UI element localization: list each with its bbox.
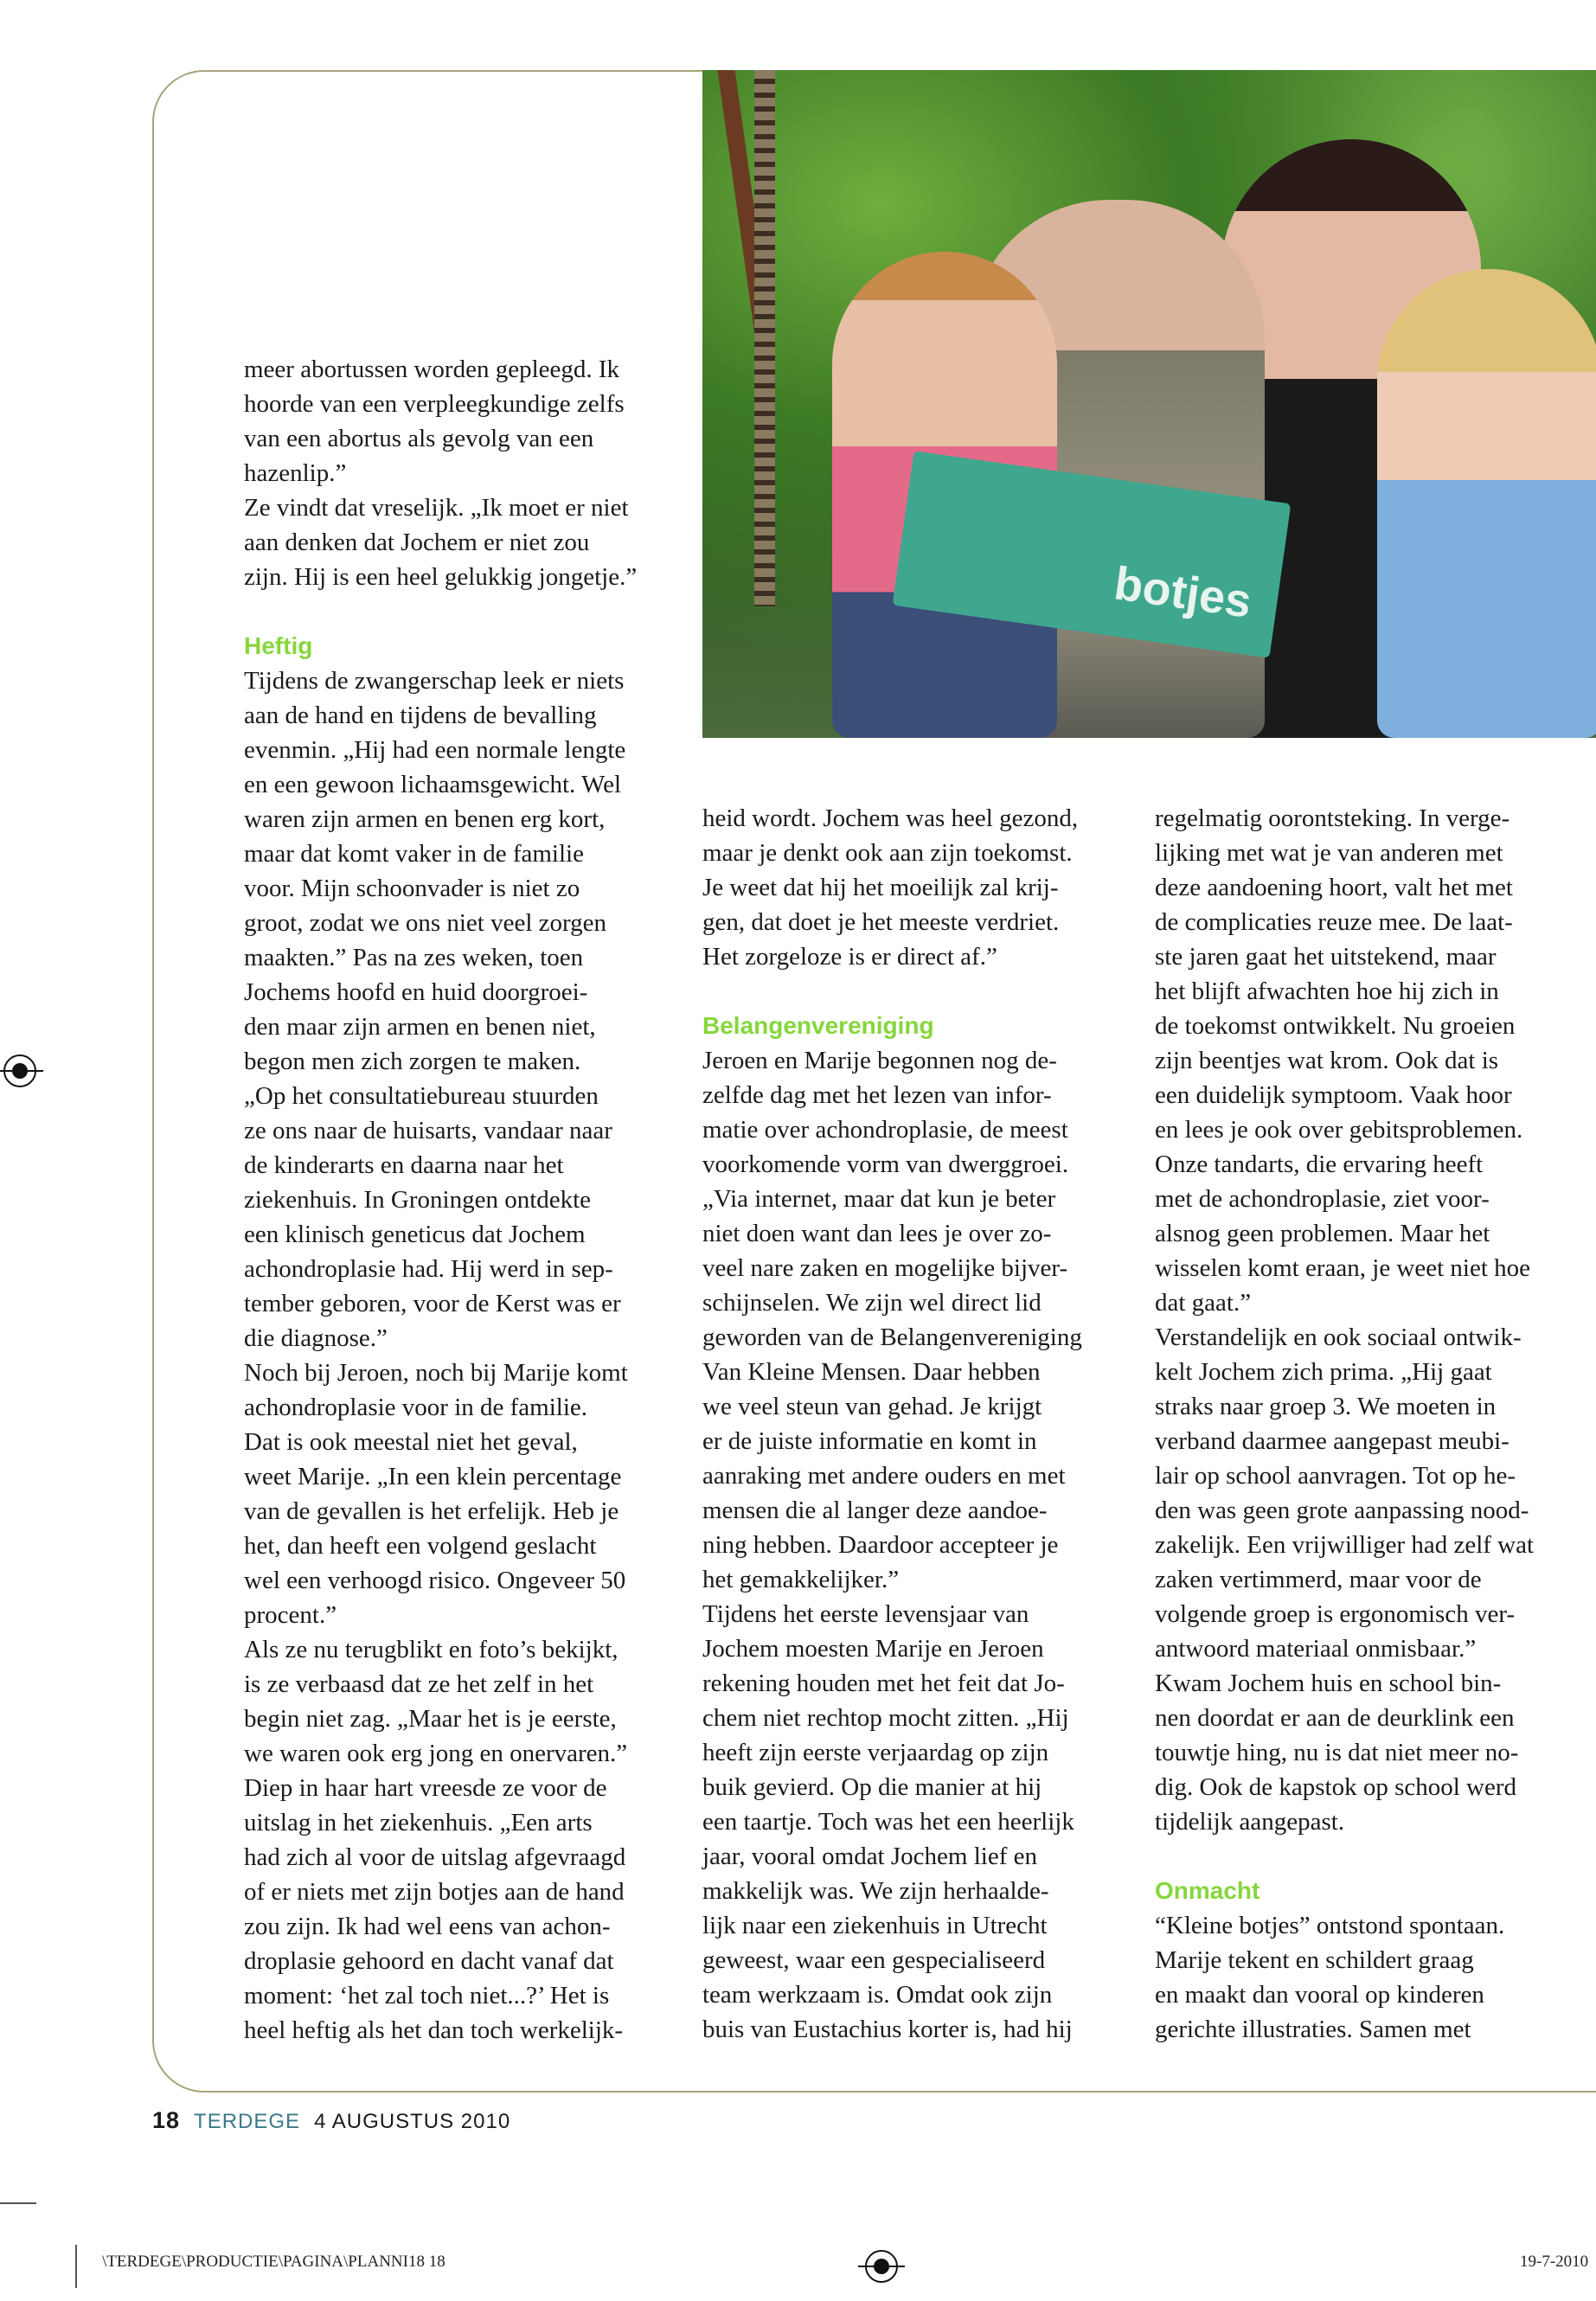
text-line: veel nare zaken en mogelijke bijver- xyxy=(702,1254,1068,1282)
text-line: een taartje. Toch was het een heerlijk xyxy=(702,1808,1074,1836)
text-line: maakten.” Pas na zes weken, toen xyxy=(244,944,584,971)
text-column-2 xyxy=(702,801,1144,2047)
text-line: Ze vindt dat vreselijk. „Ik moet er niet xyxy=(244,494,629,522)
text-line: zijn. Hij is een heel gelukkig jongetje.” xyxy=(244,563,638,591)
text-line: den was geen grote aanpassing nood- xyxy=(1155,1497,1529,1524)
text-line: Tijdens de zwangerschap leek er niets xyxy=(244,667,625,695)
text-line: uitslag in het ziekenhuis. „Een arts xyxy=(244,1809,593,1836)
print-slug-date: 19-7-2010 xyxy=(1520,2253,1589,2271)
text-line: aan de hand en tijdens de bevalling xyxy=(244,702,597,729)
text-line: ste jaren gaat het uitstekend, maar xyxy=(1155,943,1497,971)
text-line: “Kleine botjes” ontstond spontaan. xyxy=(1155,1912,1505,1939)
text-line: maar dat komt vaker in de familie xyxy=(244,840,584,868)
text-line: is ze verbaasd dat ze het zelf in het xyxy=(244,1670,594,1698)
text-line: jaar, vooral omdat Jochem lief en xyxy=(702,1843,1037,1870)
text-line: Jeroen en Marije begonnen nog de- xyxy=(702,1047,1057,1074)
text-line: regelmatig oorontsteking. In verge- xyxy=(1155,804,1510,832)
text-line: dig. Ook de kapstok op school werd xyxy=(1155,1773,1517,1801)
text-line: Noch bij Jeroen, noch bij Marije komt xyxy=(244,1359,628,1387)
text-line: alsnog geen problemen. Maar het xyxy=(1155,1220,1490,1247)
text-line: geworden van de Belangenvereniging xyxy=(702,1324,1082,1351)
page-number: 18 xyxy=(152,2107,181,2133)
text-line: groot, zodat we ons niet veel zorgen xyxy=(244,909,607,937)
text-line: moment: ‘het zal toch niet...?’ Het is xyxy=(244,1982,610,2009)
text-line: Onze tandarts, die ervaring heeft xyxy=(1155,1150,1484,1178)
text-line: achondroplasie voor in de familie. xyxy=(244,1394,588,1421)
text-line: en maakt dan vooral op kinderen xyxy=(1155,1981,1484,2009)
text-line: schijnselen. We zijn wel direct lid xyxy=(702,1289,1042,1317)
text-line: zelfde dag met het lezen van infor- xyxy=(702,1081,1052,1109)
page-footer xyxy=(152,2107,510,2134)
text-line: de toekomst ontwikkelt. Nu groeien xyxy=(1155,1012,1516,1040)
text-line: ning hebben. Daardoor accepteer je xyxy=(702,1531,1059,1559)
text-column-3 xyxy=(1155,801,1596,2047)
text-line: begin niet zag. „Maar het is je eerste, xyxy=(244,1705,617,1733)
text-line: we veel steun van gehad. Je krijgt xyxy=(702,1393,1042,1420)
text-line: Kwam Jochem huis en school bin- xyxy=(1155,1670,1502,1697)
text-line: Als ze nu terugblikt en foto’s bekijkt, xyxy=(244,1636,619,1663)
text-line: buis van Eustachius korter is, had hij xyxy=(702,2016,1073,2043)
text-line xyxy=(702,974,1144,1009)
text-line: Dat is ook meestal niet het geval, xyxy=(244,1428,578,1456)
issue-date: 4 AUGUSTUS 2010 xyxy=(314,2110,511,2133)
text-line: Diep in haar hart vreesde ze voor de xyxy=(244,1774,607,1802)
text-line: den maar zijn armen en benen niet, xyxy=(244,1013,596,1041)
text-line: Jochem moesten Marije en Jeroen xyxy=(702,1635,1044,1663)
book-title: botjes xyxy=(1111,557,1255,628)
text-line: evenmin. „Hij had een normale lengte xyxy=(244,736,626,764)
text-line: touwtje hing, nu is dat niet meer no- xyxy=(1155,1739,1519,1766)
text-line: had zich al voor de uitslag afgevraagd xyxy=(244,1843,626,1871)
text-line: of er niets met zijn botjes aan de hand xyxy=(244,1878,625,1906)
print-slug-path: \TERDEGE\PRODUCTIE\PAGINA\PLANNI18 18 xyxy=(102,2253,445,2271)
text-line: tember geboren, voor de Kerst was er xyxy=(244,1290,621,1317)
text-line: droplasie gehoord en dacht vanaf dat xyxy=(244,1947,614,1975)
section-heading: Onmacht xyxy=(1155,1877,1260,1904)
text-line: de complicaties reuze mee. De laat- xyxy=(1155,908,1513,936)
text-line: rekening houden met het feit dat Jo- xyxy=(702,1670,1065,1697)
crop-mark xyxy=(0,2202,36,2204)
text-line: er de juiste informatie en komt in xyxy=(702,1427,1037,1455)
section-heading: Heftig xyxy=(244,632,313,659)
text-line: heid wordt. Jochem was heel gezond, xyxy=(702,804,1079,832)
text-line: met de achondroplasie, ziet voor- xyxy=(1155,1185,1490,1213)
text-line: voorkomende vorm van dwerggroei. xyxy=(702,1150,1069,1178)
text-line: Marije tekent en schildert graag xyxy=(1155,1946,1474,1974)
text-line: het, dan heeft een volgend geslacht xyxy=(244,1532,597,1560)
text-column-1 xyxy=(244,352,685,2048)
text-line: lair op school aanvragen. Tot op he- xyxy=(1155,1462,1516,1490)
text-line: meer abortussen worden gepleegd. Ik xyxy=(244,356,620,383)
text-line: en lees je ook over gebitsproblemen. xyxy=(1155,1116,1523,1144)
text-line: procent.” xyxy=(244,1601,337,1629)
family-photo xyxy=(702,70,1596,738)
text-line: aan denken dat Jochem er niet zou xyxy=(244,529,590,556)
text-line: makkelijk was. We zijn herhaalde- xyxy=(702,1877,1049,1905)
magazine-name: TERDEGE xyxy=(194,2110,301,2133)
text-line: heeft zijn eerste verjaardag op zijn xyxy=(702,1739,1049,1766)
text-line: van een abortus als gevolg van een xyxy=(244,425,594,452)
text-line: nen doordat er aan de deurklink een xyxy=(1155,1704,1515,1732)
text-line: lijking met wat je van anderen met xyxy=(1155,839,1503,867)
text-line: een duidelijk symptoom. Vaak hoor xyxy=(1155,1081,1512,1109)
text-line: zou zijn. Ik had wel eens van achon- xyxy=(244,1913,611,1940)
text-line: mensen die al langer deze aandoe- xyxy=(702,1497,1048,1524)
text-line: een klinisch geneticus dat Jochem xyxy=(244,1221,586,1248)
text-line: Je weet dat hij het moeilijk zal krij- xyxy=(702,874,1059,901)
text-line: voor. Mijn schoonvader is niet zo xyxy=(244,875,580,902)
text-line: Van Kleine Mensen. Daar hebben xyxy=(702,1358,1041,1386)
text-line: aanraking met andere ouders en met xyxy=(702,1462,1066,1490)
text-line: lijk naar een ziekenhuis in Utrecht xyxy=(702,1912,1048,1939)
text-line: „Op het consultatiebureau stuurden xyxy=(244,1082,599,1110)
text-line xyxy=(244,594,685,629)
text-line: begon men zich zorgen te maken. xyxy=(244,1048,581,1075)
text-line: achondroplasie had. Hij werd in sep- xyxy=(244,1255,613,1283)
registration-mark-icon xyxy=(865,2250,898,2283)
text-line: we waren ook erg jong en onervaren.” xyxy=(244,1740,628,1767)
text-line: ziekenhuis. In Groningen ontdekte xyxy=(244,1186,592,1214)
text-line: Jochems hoofd en huid doorgroei- xyxy=(244,978,588,1006)
text-line: zakelijk. Een vrijwilliger had zelf wat xyxy=(1155,1531,1535,1559)
text-line: maar je denkt ook aan zijn toekomst. xyxy=(702,839,1073,867)
text-line: niet doen want dan lees je over zo- xyxy=(702,1220,1052,1247)
text-line: matie over achondroplasie, de meest xyxy=(702,1116,1068,1144)
text-line: heel heftig als het dan toch werkelijk- xyxy=(244,2016,624,2044)
text-line: hazenlip.” xyxy=(244,459,347,487)
text-line: Verstandelijk en ook sociaal ontwik- xyxy=(1155,1324,1522,1351)
text-line: „Via internet, maar dat kun je beter xyxy=(702,1185,1056,1213)
text-line: dat gaat.” xyxy=(1155,1289,1252,1317)
text-line: gerichte illustraties. Samen met xyxy=(1155,2016,1471,2043)
swing-chain xyxy=(754,70,775,606)
text-line: tijdelijk aangepast. xyxy=(1155,1808,1345,1836)
text-line: van de gevallen is het erfelijk. Heb je xyxy=(244,1497,619,1525)
text-line: team werkzaam is. Omdat ook zijn xyxy=(702,1981,1053,2009)
text-line: wel een verhoogd risico. Ongeveer 50 xyxy=(244,1567,626,1594)
text-line: volgende groep is ergonomisch ver- xyxy=(1155,1600,1516,1628)
text-line: antwoord materiaal onmisbaar.” xyxy=(1155,1635,1477,1663)
text-line: Tijdens het eerste levensjaar van xyxy=(702,1600,1029,1628)
text-line: Het zorgeloze is er direct af.” xyxy=(702,943,997,971)
text-line: gen, dat doet je het meeste verdriet. xyxy=(702,908,1060,936)
text-line: het blijft afwachten hoe hij zich in xyxy=(1155,977,1499,1005)
text-line: het gemakkelijker.” xyxy=(702,1566,900,1593)
text-line: buik gevierd. Op die manier at hij xyxy=(702,1773,1042,1801)
text-line: die diagnose.” xyxy=(244,1324,388,1352)
text-line: kelt Jochem zich prima. „Hij gaat xyxy=(1155,1358,1492,1386)
text-line: wisselen komt eraan, je weet niet hoe xyxy=(1155,1254,1531,1282)
section-heading: Belangenvereniging xyxy=(702,1012,934,1039)
crop-mark xyxy=(75,2245,77,2288)
photo-girl xyxy=(1377,269,1596,738)
text-line: zaken vertimmerd, maar voor de xyxy=(1155,1566,1482,1593)
text-line: verband daarmee aangepast meubi- xyxy=(1155,1427,1509,1455)
text-line: en een gewoon lichaamsgewicht. Wel xyxy=(244,771,622,798)
text-line: chem niet rechtop mocht zitten. „Hij xyxy=(702,1704,1069,1732)
text-line: hoorde van een verpleegkundige zelfs xyxy=(244,390,625,418)
registration-mark-icon xyxy=(3,1054,36,1087)
text-line: straks naar groep 3. We moeten in xyxy=(1155,1393,1497,1420)
text-line: deze aandoening hoort, valt het met xyxy=(1155,874,1513,901)
text-line: weet Marije. „In een klein percentage xyxy=(244,1463,622,1490)
text-line: ze ons naar de huisarts, vandaar naar xyxy=(244,1117,612,1144)
text-line: waren zijn armen en benen erg kort, xyxy=(244,805,606,833)
text-line: de kinderarts en daarna naar het xyxy=(244,1151,564,1179)
text-line xyxy=(1155,1839,1596,1874)
text-line: geweest, waar een gespecialiseerd xyxy=(702,1946,1046,1974)
text-line: zijn beentjes wat krom. Ook dat is xyxy=(1155,1047,1499,1074)
